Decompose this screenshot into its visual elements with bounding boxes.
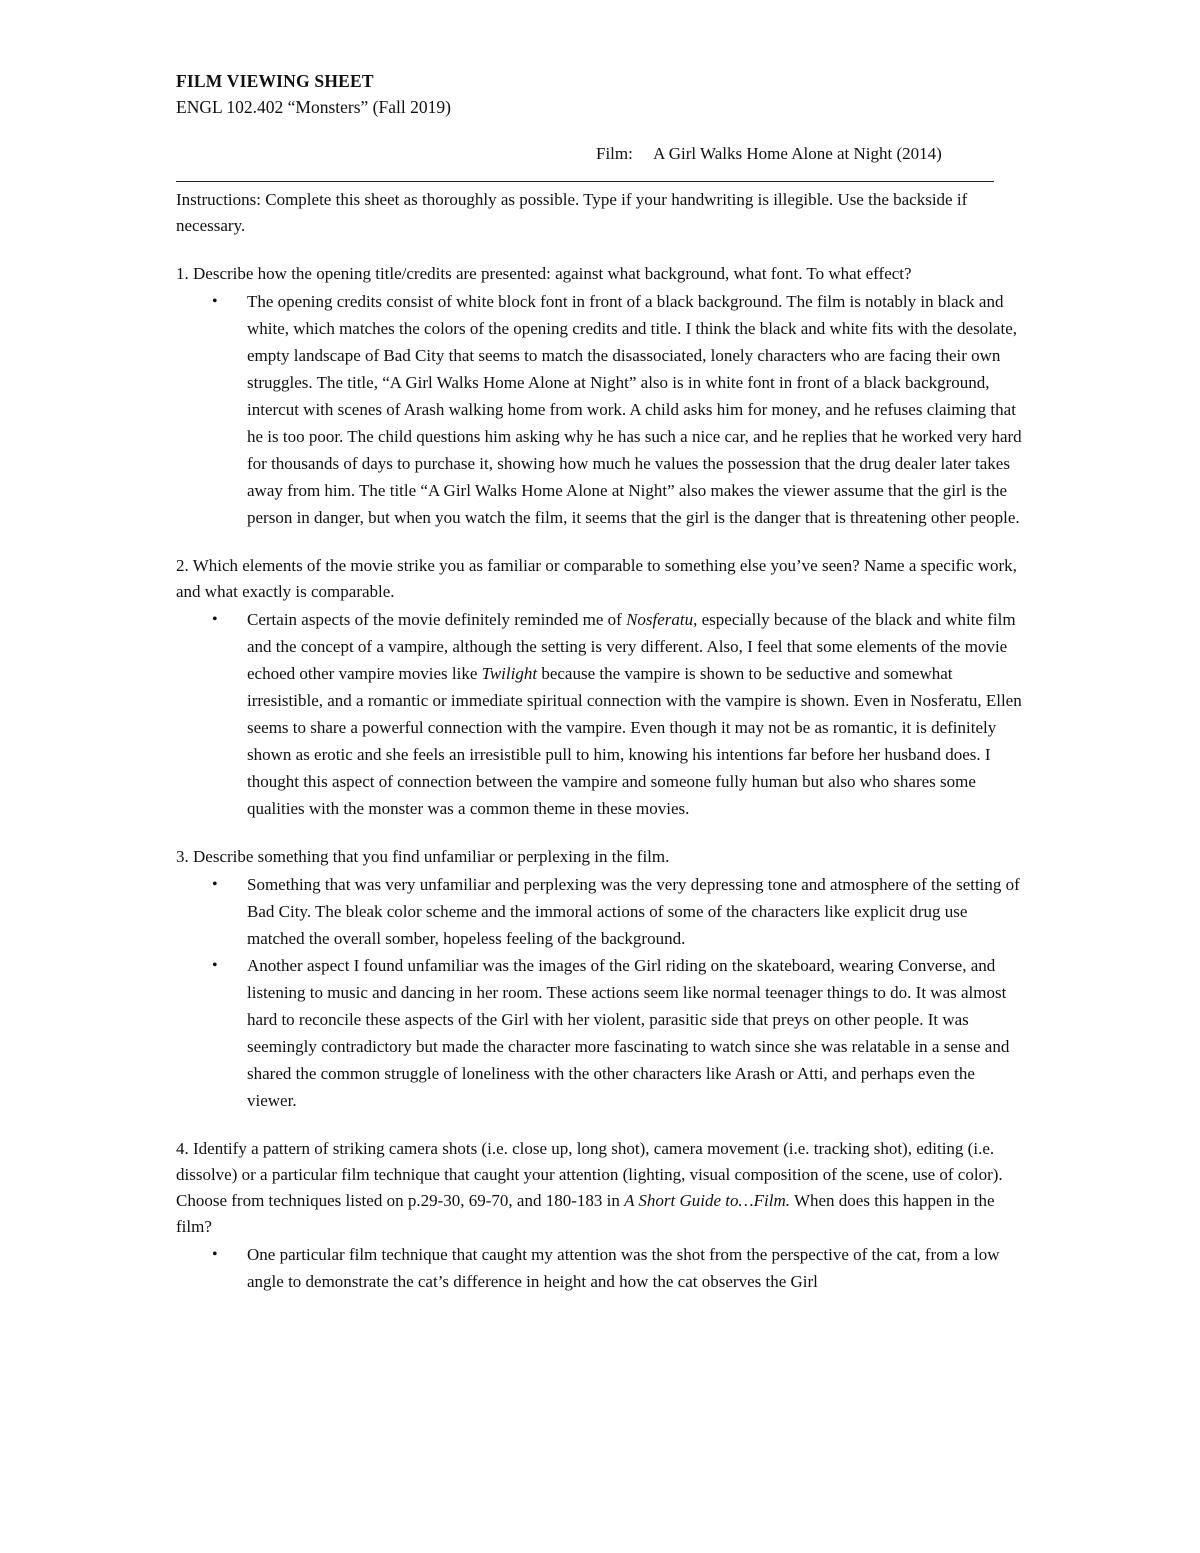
answer-text-part: , especially because of the black and white film and the concept of a vampire, although the setting is very different. Also, I feel that some elements of the movie echoed other vampire movies like [247,610,1016,683]
question-1-answers [176,288,1026,531]
course-line: ENGL 102.402 “Monsters” (Fall 2019) [176,97,451,117]
answer-text: One particular film technique that caught my attention was the shot from the perspective of the cat, from a low angle to demonstrate the cat’s difference in height and how the cat observes the Girl [247,1245,1000,1291]
film-line [596,141,1026,167]
film-title: A Girl Walks Home Alone at Night (2014) [653,144,942,163]
question-4-text: 4. Identify a pattern of striking camera shots (i.e. close up, long shot), camera movement (i.e. tracking shot), editing (i.e. dissolve) or a particular film technique that caught your attention (lighting, visual composition of the scene, use of color). Choose from techniques listed on p.29-30, 69-70, and 180-183 in [176,1139,1003,1210]
divider-line [176,181,994,182]
work-title-nosferatu: Nosferatu [626,610,694,629]
bullet-icon: • [212,957,218,974]
book-title: A Short Guide to…Film. [624,1191,790,1210]
question-3-prompt: 3. Describe something that you find unfamiliar or perplexing in the film. [176,847,670,866]
question-3-answers [176,871,1026,1114]
answer-text: The opening credits consist of white block font in front of a black background. The film is notably in black and white, which matches the colors of the opening credits and title. I think the black and white fits with the desolate, empty landscape of Bad City that seems to match the disassociated, lonely characters who are facing their own struggles. The title, “A Girl Walks Home Alone at Night” also is in white font in front of a black background, intercut with scenes of Arash walking home from work. A child asks him for money, and he refuses claiming that he is too poor. The child questions him asking why he has such a nice car, and he replies that he worked very hard for thousands of days to purchase it, showing how much he values the possession that the drug dealer later takes away from him. The title “A Girl Walks Home Alone at Night” also makes the viewer assume that the girl is the person in danger, but when you watch the film, it seems that the girl is the danger that is threatening other people. [247,292,1022,527]
work-title-twilight: Twilight [481,664,538,683]
document-page [176,68,1026,1295]
sheet-title: FILM VIEWING SHEET [176,71,374,91]
bullet-icon: • [212,1246,218,1263]
question-2-prompt: 2. Which elements of the movie strike you as familiar or comparable to something else you’ve seen? Name a specific work, and what exactly is comparable. [176,556,1017,601]
question-1-prompt: 1. Describe how the opening title/credits are presented: against what background, what font. To what effect? [176,264,912,283]
question-4-prompt [176,1136,1026,1240]
bullet-icon: • [212,293,218,310]
bullet-icon: • [212,876,218,893]
question-4-answers [176,1241,1026,1295]
answer-text: Something that was very unfamiliar and perplexing was the very depressing tone and atmosphere of the setting of Bad City. The bleak color scheme and the immoral actions of some of the characters like explicit drug use matched the overall somber, hopeless feeling of the background. [247,875,1020,948]
instructions: Instructions: Complete this sheet as thoroughly as possible. Type if your handwriting is illegible. Use the backside if necessary. [176,190,968,235]
question-4-text: When does this happen in the film? [176,1191,995,1236]
answer-text-part: Certain aspects of the movie definitely reminded me of [247,610,627,629]
answer-text-part: because the vampire is shown to be seductive and somewhat irresistible, and a romantic or immediate spiritual connection with the vampire is shown. Even in Nosferatu, Ellen seems to share a powerful connection with the vampire. Even though it may not be as romantic, it is definitely shown as erotic and she feels an irresistible pull to him, knowing his intentions far before her husband does. I thought this aspect of connection between the vampire and someone fully human but also who shares some qualities with the monster was a common theme in these movies. [247,664,1022,818]
bullet-icon: • [212,611,218,628]
answer-item [176,288,1027,531]
film-label: Film: [596,144,633,163]
question-2-answers [176,606,1026,822]
answer-text: Another aspect I found unfamiliar was the images of the Girl riding on the skateboard, wearing Converse, and listening to music and dancing in her room. These actions seem like normal teenager things to do. It was almost hard to reconcile these aspects of the Girl with her violent, parasitic side that preys on other people. It was seemingly contradictory but made the character more fascinating to watch since she was relatable in a sense and shared the common struggle of loneliness with the other characters like Arash or Atti, and perhaps even the viewer. [247,956,1010,1110]
answer-item [176,871,1027,952]
answer-item [176,952,1027,1114]
answer-item [176,606,1027,822]
answer-item [176,1241,1027,1295]
